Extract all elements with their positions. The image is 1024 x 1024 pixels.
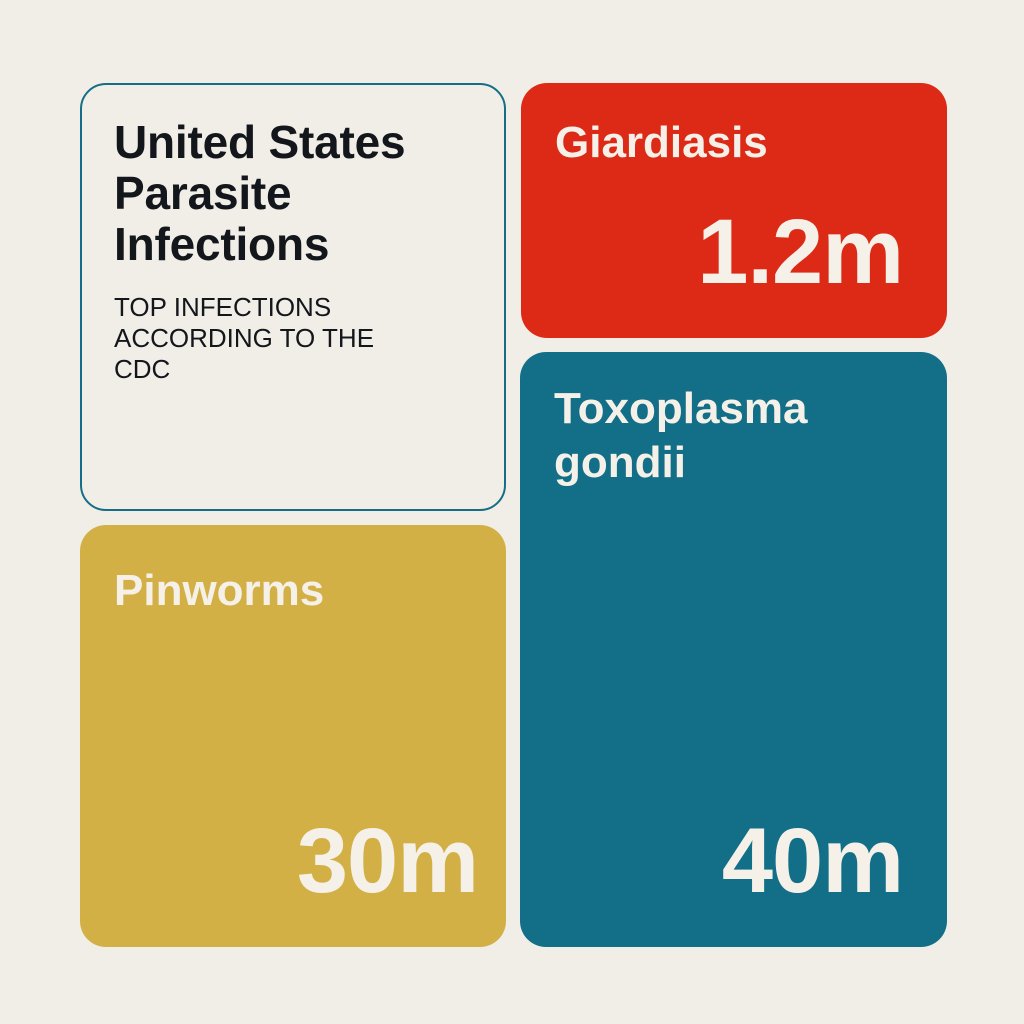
pinworms-card [80,525,506,947]
toxoplasma-card [520,352,947,947]
pinworms-value: 30m [296,810,478,912]
giardiasis-label: Giardiasis [555,118,768,167]
giardiasis-value: 1.2m [697,201,903,303]
chart-subtitle: TOP INFECTIONS ACCORDING TO THE CDC [114,292,375,384]
giardiasis-card [521,83,947,338]
chart-title: United States Parasite Infections [114,116,406,270]
title-card [80,83,506,511]
pinworms-label: Pinworms [114,566,325,615]
toxoplasma-value: 40m [721,810,903,912]
toxoplasma-label: Toxoplasma gondii [554,384,808,487]
